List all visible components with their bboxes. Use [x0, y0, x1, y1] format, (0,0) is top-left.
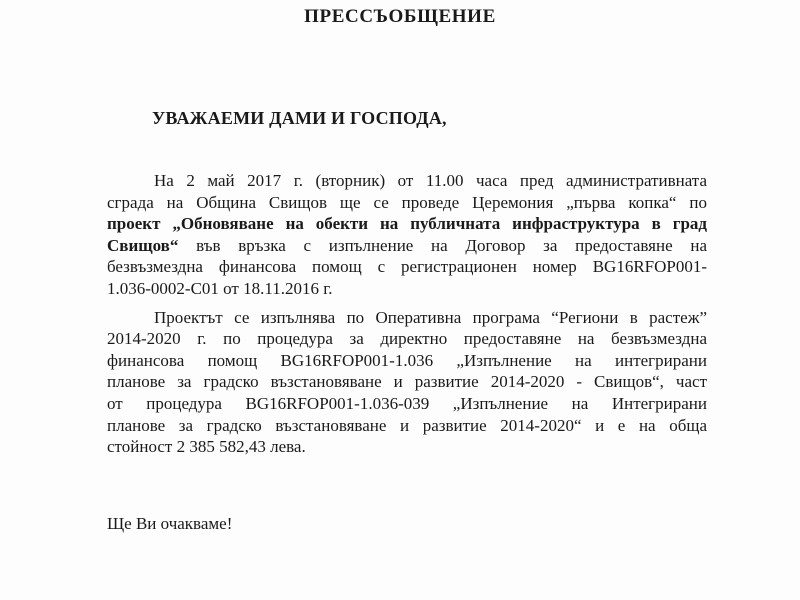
paragraph-line: 2014-2020 г. по процедура за директно предоставяне на безвъзмездна [107, 329, 707, 349]
project-name-bold: проект „Обновяване на обекти на публичната инфраструктура в град [107, 214, 707, 234]
paragraph-line: финансова помощ BG16RFOP001-1.036 „Изпълнение на интегрирани [107, 350, 707, 370]
paragraph-line: планове за градско възстановяване и развитие 2014-2020 - Свищов“, част [107, 372, 707, 392]
paragraph-line [107, 235, 707, 257]
document-title: ПРЕССЪОБЩЕНИЕ [304, 6, 496, 27]
paragraph-line: Проектът се изпълнява по Оперативна програма “Региони в растеж” [154, 307, 707, 327]
paragraph-event-announcement [107, 170, 707, 300]
paragraph-line: 1.036-0002-C01 от 18.11.2016 г. [107, 278, 333, 298]
paragraph-line [107, 213, 707, 235]
project-name-bold-end: Свищов“ [107, 235, 179, 255]
paragraph-line-rest: във връзка с изпълнение на Договор за предоставяне на [178, 235, 707, 255]
paragraph-line: сграда на Община Свищов ще се проведе Церемония „първа копка“ по [107, 192, 707, 212]
paragraph-line: На 2 май 2017 г. (вторник) от 11.00 часа пред административната [154, 171, 707, 190]
paragraph-line: безвъзмездна финансова помощ с регистрационен номер BG16RFOP001- [107, 257, 707, 277]
closing-line: Ще Ви очакваме! [107, 514, 233, 533]
paragraph-project-details [107, 307, 707, 458]
paragraph-line: планове за градско възстановяване и развитие 2014-2020“ и е на обща [107, 415, 707, 435]
paragraph-line: стойност 2 385 582,43 лева. [107, 437, 306, 457]
salutation: УВАЖАЕМИ ДАМИ И ГОСПОДА, [152, 108, 447, 128]
document-body [107, 170, 707, 458]
paragraph-line: от процедура BG16RFOP001-1.036-039 „Изпълнение на Интегрирани [107, 393, 707, 413]
